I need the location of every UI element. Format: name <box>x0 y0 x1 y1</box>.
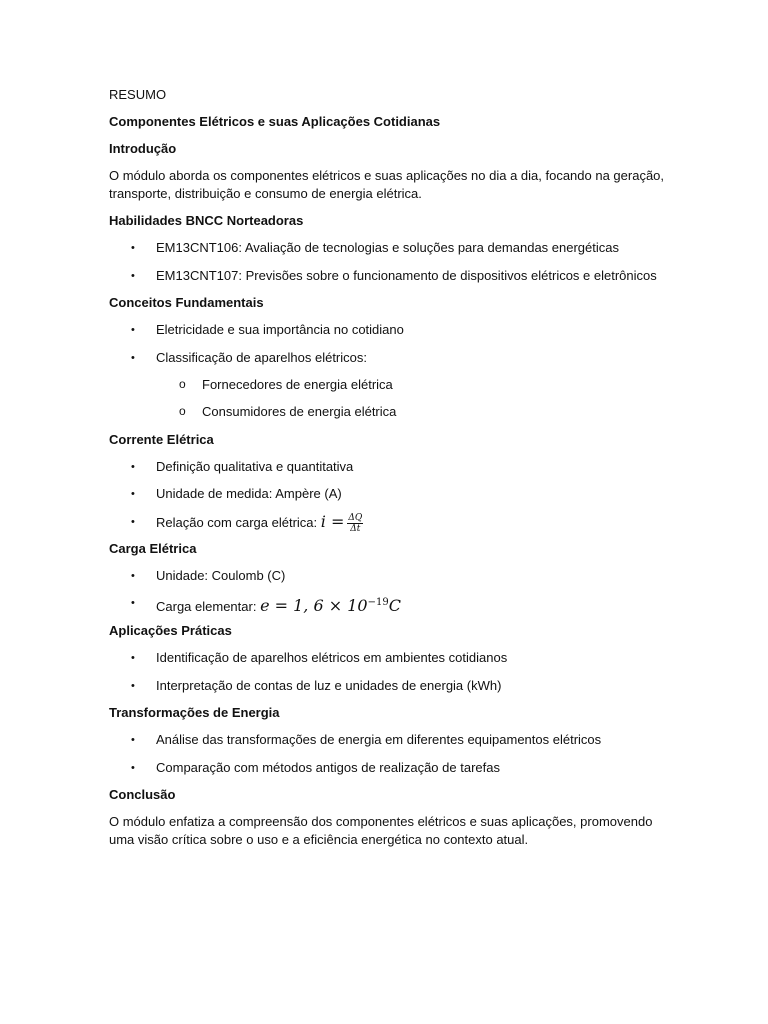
bullet-icon: • <box>131 351 135 364</box>
formula-lhs: i = <box>320 511 345 531</box>
section-heading-introducao: Introdução <box>109 141 177 156</box>
section-heading-bncc: Habilidades BNCC Norteadoras <box>109 213 304 228</box>
list-item-text: Relação com carga elétrica: <box>156 514 318 530</box>
sub-list-item <box>109 403 669 421</box>
list-item-text: Identificação de aparelhos elétricos em ambientes cotidianos <box>156 650 508 665</box>
formula-fraction <box>347 513 363 534</box>
section-heading-carga: Carga Elétrica <box>109 540 197 556</box>
document-label: RESUMO <box>109 87 167 102</box>
list-item <box>109 349 669 422</box>
list-item <box>109 267 669 285</box>
sub-list-item <box>109 376 669 394</box>
bullet-icon: • <box>131 652 135 664</box>
list-item <box>109 677 669 695</box>
bullet-icon: • <box>131 488 135 500</box>
bullet-icon: • <box>131 597 135 609</box>
aplicacoes-list <box>109 649 669 695</box>
list-item-text: Análise das transformações de energia em diferentes equipamentos elétricos <box>156 732 602 747</box>
sub-list-item-text: Fornecedores de energia elétrica <box>202 376 393 392</box>
sub-bullet-icon: o <box>179 376 186 391</box>
bullet-icon: • <box>131 515 135 528</box>
list-item-text: Definição qualitativa e quantitativa <box>156 458 354 474</box>
corrente-list <box>109 458 669 534</box>
list-item-text: Interpretação de contas de luz e unidades de energia (kWh) <box>156 677 502 693</box>
formula-numerator: ΔQ <box>348 512 363 523</box>
list-item <box>109 759 669 777</box>
list-item <box>109 485 669 503</box>
section-heading-transformacoes: Transformações de Energia <box>109 705 280 720</box>
bullet-icon: • <box>131 761 135 774</box>
list-item <box>109 567 669 585</box>
sub-bullet-icon: o <box>179 404 186 418</box>
bullet-icon: • <box>131 569 135 582</box>
formula-unit: C <box>388 596 401 615</box>
list-item <box>109 513 669 534</box>
intro-paragraph: O módulo aborda os componentes elétricos e suas aplicações no dia a dia, focando na geração, transporte, distribuição e consumo de energia elétrica. <box>109 168 665 201</box>
list-item <box>109 239 669 257</box>
list-item <box>109 594 669 616</box>
section-heading-conceitos: Conceitos Fundamentais <box>109 295 264 310</box>
transformacoes-list <box>109 731 669 777</box>
section-heading-conclusao: Conclusão <box>109 787 176 802</box>
formula-exponent: −19 <box>367 597 389 608</box>
section-heading-aplicacoes: Aplicações Práticas <box>109 623 232 638</box>
list-item <box>109 731 669 749</box>
bullet-icon: • <box>131 242 135 254</box>
sub-list-item-text: Consumidores de energia elétrica <box>202 404 397 419</box>
list-item-text: Carga elementar: <box>156 599 257 614</box>
document-page <box>109 86 669 858</box>
bullet-icon: • <box>131 460 135 473</box>
carga-list <box>109 567 669 617</box>
list-item <box>109 321 669 339</box>
formula-base: e = 1, 6 × 10 <box>260 596 368 615</box>
formula-denominator: Δt <box>350 523 361 534</box>
bullet-icon: • <box>131 679 135 692</box>
list-item-text: Classificação de aparelhos elétricos: <box>156 349 367 365</box>
bullet-icon: • <box>131 734 135 746</box>
list-item-text: Comparação com métodos antigos de realização de tarefas <box>156 759 500 775</box>
list-item-text: EM13CNT107: Previsões sobre o funcionamento de dispositivos elétricos e eletrônicos <box>156 267 657 283</box>
bullet-icon: • <box>131 324 135 336</box>
conclusion-paragraph: O módulo enfatiza a compreensão dos componentes elétricos e suas aplicações, promovendo uma visão crítica sobre o uso e a eficiência energética no contexto atual. <box>109 814 653 847</box>
list-item-text: Unidade: Coulomb (C) <box>156 567 286 583</box>
list-item-text: EM13CNT106: Avaliação de tecnologias e soluções para demandas energéticas <box>156 240 619 255</box>
bncc-list <box>109 239 669 285</box>
document-title: Componentes Elétricos e suas Aplicações Cotidianas <box>109 114 441 129</box>
conceitos-sublist <box>156 376 669 422</box>
bullet-icon: • <box>131 269 135 282</box>
section-heading-corrente: Corrente Elétrica <box>109 431 214 447</box>
list-item-text: Eletricidade e sua importância no cotidiano <box>156 322 404 337</box>
conceitos-list <box>109 321 669 421</box>
list-item <box>109 649 669 667</box>
current-formula <box>320 511 364 534</box>
charge-formula <box>260 596 401 615</box>
list-item-text: Unidade de medida: Ampère (A) <box>156 486 342 501</box>
list-item <box>109 458 669 476</box>
